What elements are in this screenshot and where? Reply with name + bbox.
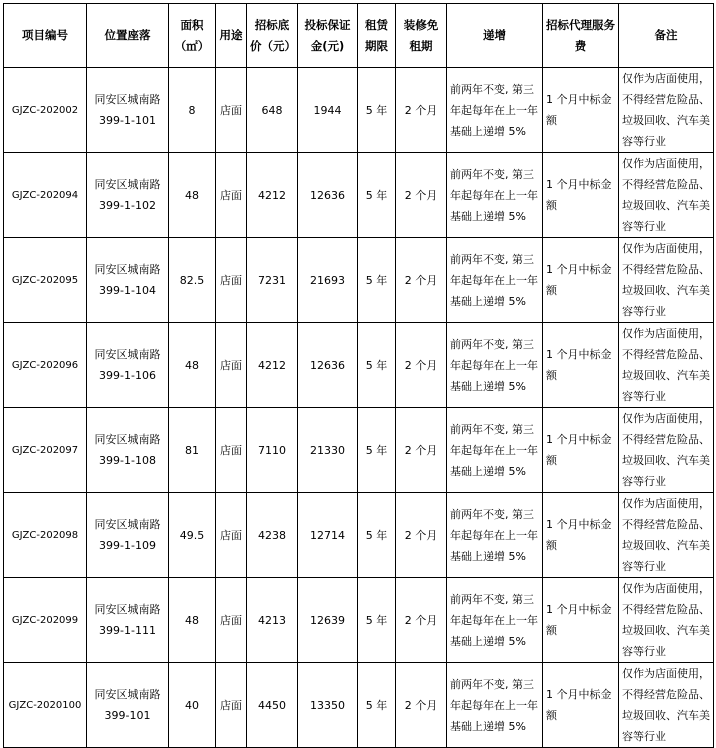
cell-increase: 前两年不变, 第三年起每年在上一年基础上递增 5% [447, 408, 543, 493]
cell-location: 同安区城南路399-1-106 [87, 323, 169, 408]
cell-project-id: GJZC-202002 [4, 68, 87, 153]
cell-deposit: 12636 [298, 153, 358, 238]
header-increase: 递增 [447, 4, 543, 68]
header-rent-free: 装修免租期 [396, 4, 447, 68]
cell-lease-term: 5 年 [358, 663, 396, 748]
cell-increase: 前两年不变, 第三年起每年在上一年基础上递增 5% [447, 68, 543, 153]
cell-deposit: 1944 [298, 68, 358, 153]
cell-remarks: 仅作为店面使用，不得经营危险品、垃圾回收、汽车美容等行业 [619, 323, 714, 408]
cell-area: 49.5 [169, 493, 216, 578]
cell-project-id: GJZC-202098 [4, 493, 87, 578]
table-row [4, 578, 714, 663]
cell-use: 店面 [216, 153, 247, 238]
cell-use: 店面 [216, 493, 247, 578]
cell-rent-free: 2 个月 [396, 578, 447, 663]
header-location: 位置座落 [87, 4, 169, 68]
cell-location: 同安区城南路399-1-109 [87, 493, 169, 578]
cell-agency-fee: 1 个月中标金额 [543, 493, 619, 578]
cell-use: 店面 [216, 663, 247, 748]
table-row [4, 663, 714, 748]
cell-area: 81 [169, 408, 216, 493]
cell-rent-free: 2 个月 [396, 663, 447, 748]
cell-deposit: 12636 [298, 323, 358, 408]
header-agency-fee: 招标代理服务费 [543, 4, 619, 68]
cell-lease-term: 5 年 [358, 153, 396, 238]
cell-deposit: 12639 [298, 578, 358, 663]
cell-project-id: GJZC-202099 [4, 578, 87, 663]
header-area: 面积（㎡） [169, 4, 216, 68]
cell-lease-term: 5 年 [358, 578, 396, 663]
cell-base-price: 4238 [247, 493, 298, 578]
cell-location: 同安区城南路399-101 [87, 663, 169, 748]
cell-use: 店面 [216, 68, 247, 153]
header-row [4, 4, 714, 68]
cell-project-id: GJZC-202097 [4, 408, 87, 493]
cell-agency-fee: 1 个月中标金额 [543, 408, 619, 493]
cell-area: 48 [169, 578, 216, 663]
cell-rent-free: 2 个月 [396, 68, 447, 153]
cell-area: 8 [169, 68, 216, 153]
table-row [4, 238, 714, 323]
tender-table [3, 3, 714, 748]
cell-lease-term: 5 年 [358, 68, 396, 153]
cell-rent-free: 2 个月 [396, 323, 447, 408]
header-deposit: 投标保证金(元) [298, 4, 358, 68]
cell-use: 店面 [216, 238, 247, 323]
cell-increase: 前两年不变, 第三年起每年在上一年基础上递增 5% [447, 153, 543, 238]
cell-base-price: 4212 [247, 153, 298, 238]
cell-area: 82.5 [169, 238, 216, 323]
cell-use: 店面 [216, 408, 247, 493]
table-row [4, 323, 714, 408]
cell-lease-term: 5 年 [358, 408, 396, 493]
cell-remarks: 仅作为店面使用，不得经营危险品、垃圾回收、汽车美容等行业 [619, 493, 714, 578]
header-base-price: 招标底价（元） [247, 4, 298, 68]
cell-remarks: 仅作为店面使用，不得经营危险品、垃圾回收、汽车美容等行业 [619, 153, 714, 238]
cell-agency-fee: 1 个月中标金额 [543, 153, 619, 238]
table-row [4, 408, 714, 493]
cell-increase: 前两年不变, 第三年起每年在上一年基础上递增 5% [447, 578, 543, 663]
cell-deposit: 13350 [298, 663, 358, 748]
header-project-id: 项目编号 [4, 4, 87, 68]
cell-remarks: 仅作为店面使用，不得经营危险品、垃圾回收、汽车美容等行业 [619, 408, 714, 493]
cell-base-price: 7231 [247, 238, 298, 323]
cell-base-price: 4213 [247, 578, 298, 663]
cell-base-price: 4450 [247, 663, 298, 748]
cell-deposit: 12714 [298, 493, 358, 578]
cell-location: 同安区城南路399-1-104 [87, 238, 169, 323]
cell-agency-fee: 1 个月中标金额 [543, 68, 619, 153]
cell-project-id: GJZC-202096 [4, 323, 87, 408]
cell-use: 店面 [216, 323, 247, 408]
cell-lease-term: 5 年 [358, 493, 396, 578]
cell-rent-free: 2 个月 [396, 153, 447, 238]
header-lease-term: 租赁期限 [358, 4, 396, 68]
cell-project-id: GJZC-2020100 [4, 663, 87, 748]
cell-agency-fee: 1 个月中标金额 [543, 578, 619, 663]
cell-rent-free: 2 个月 [396, 238, 447, 323]
cell-agency-fee: 1 个月中标金额 [543, 323, 619, 408]
cell-remarks: 仅作为店面使用，不得经营危险品、垃圾回收、汽车美容等行业 [619, 578, 714, 663]
cell-lease-term: 5 年 [358, 238, 396, 323]
cell-increase: 前两年不变, 第三年起每年在上一年基础上递增 5% [447, 663, 543, 748]
table-row [4, 153, 714, 238]
cell-location: 同安区城南路399-1-108 [87, 408, 169, 493]
cell-increase: 前两年不变, 第三年起每年在上一年基础上递增 5% [447, 323, 543, 408]
cell-agency-fee: 1 个月中标金额 [543, 238, 619, 323]
cell-project-id: GJZC-202095 [4, 238, 87, 323]
cell-use: 店面 [216, 578, 247, 663]
cell-location: 同安区城南路399-1-101 [87, 68, 169, 153]
cell-remarks: 仅作为店面使用，不得经营危险品、垃圾回收、汽车美容等行业 [619, 68, 714, 153]
cell-increase: 前两年不变, 第三年起每年在上一年基础上递增 5% [447, 238, 543, 323]
cell-location: 同安区城南路399-1-102 [87, 153, 169, 238]
header-remarks: 备注 [619, 4, 714, 68]
header-use: 用途 [216, 4, 247, 68]
table-row [4, 493, 714, 578]
cell-base-price: 7110 [247, 408, 298, 493]
cell-area: 48 [169, 323, 216, 408]
cell-deposit: 21330 [298, 408, 358, 493]
cell-increase: 前两年不变, 第三年起每年在上一年基础上递增 5% [447, 493, 543, 578]
cell-remarks: 仅作为店面使用，不得经营危险品、垃圾回收、汽车美容等行业 [619, 663, 714, 748]
cell-deposit: 21693 [298, 238, 358, 323]
cell-location: 同安区城南路399-1-111 [87, 578, 169, 663]
cell-area: 40 [169, 663, 216, 748]
cell-rent-free: 2 个月 [396, 493, 447, 578]
cell-lease-term: 5 年 [358, 323, 396, 408]
cell-area: 48 [169, 153, 216, 238]
cell-base-price: 648 [247, 68, 298, 153]
cell-project-id: GJZC-202094 [4, 153, 87, 238]
cell-base-price: 4212 [247, 323, 298, 408]
table-row [4, 68, 714, 153]
cell-rent-free: 2 个月 [396, 408, 447, 493]
cell-remarks: 仅作为店面使用，不得经营危险品、垃圾回收、汽车美容等行业 [619, 238, 714, 323]
cell-agency-fee: 1 个月中标金额 [543, 663, 619, 748]
